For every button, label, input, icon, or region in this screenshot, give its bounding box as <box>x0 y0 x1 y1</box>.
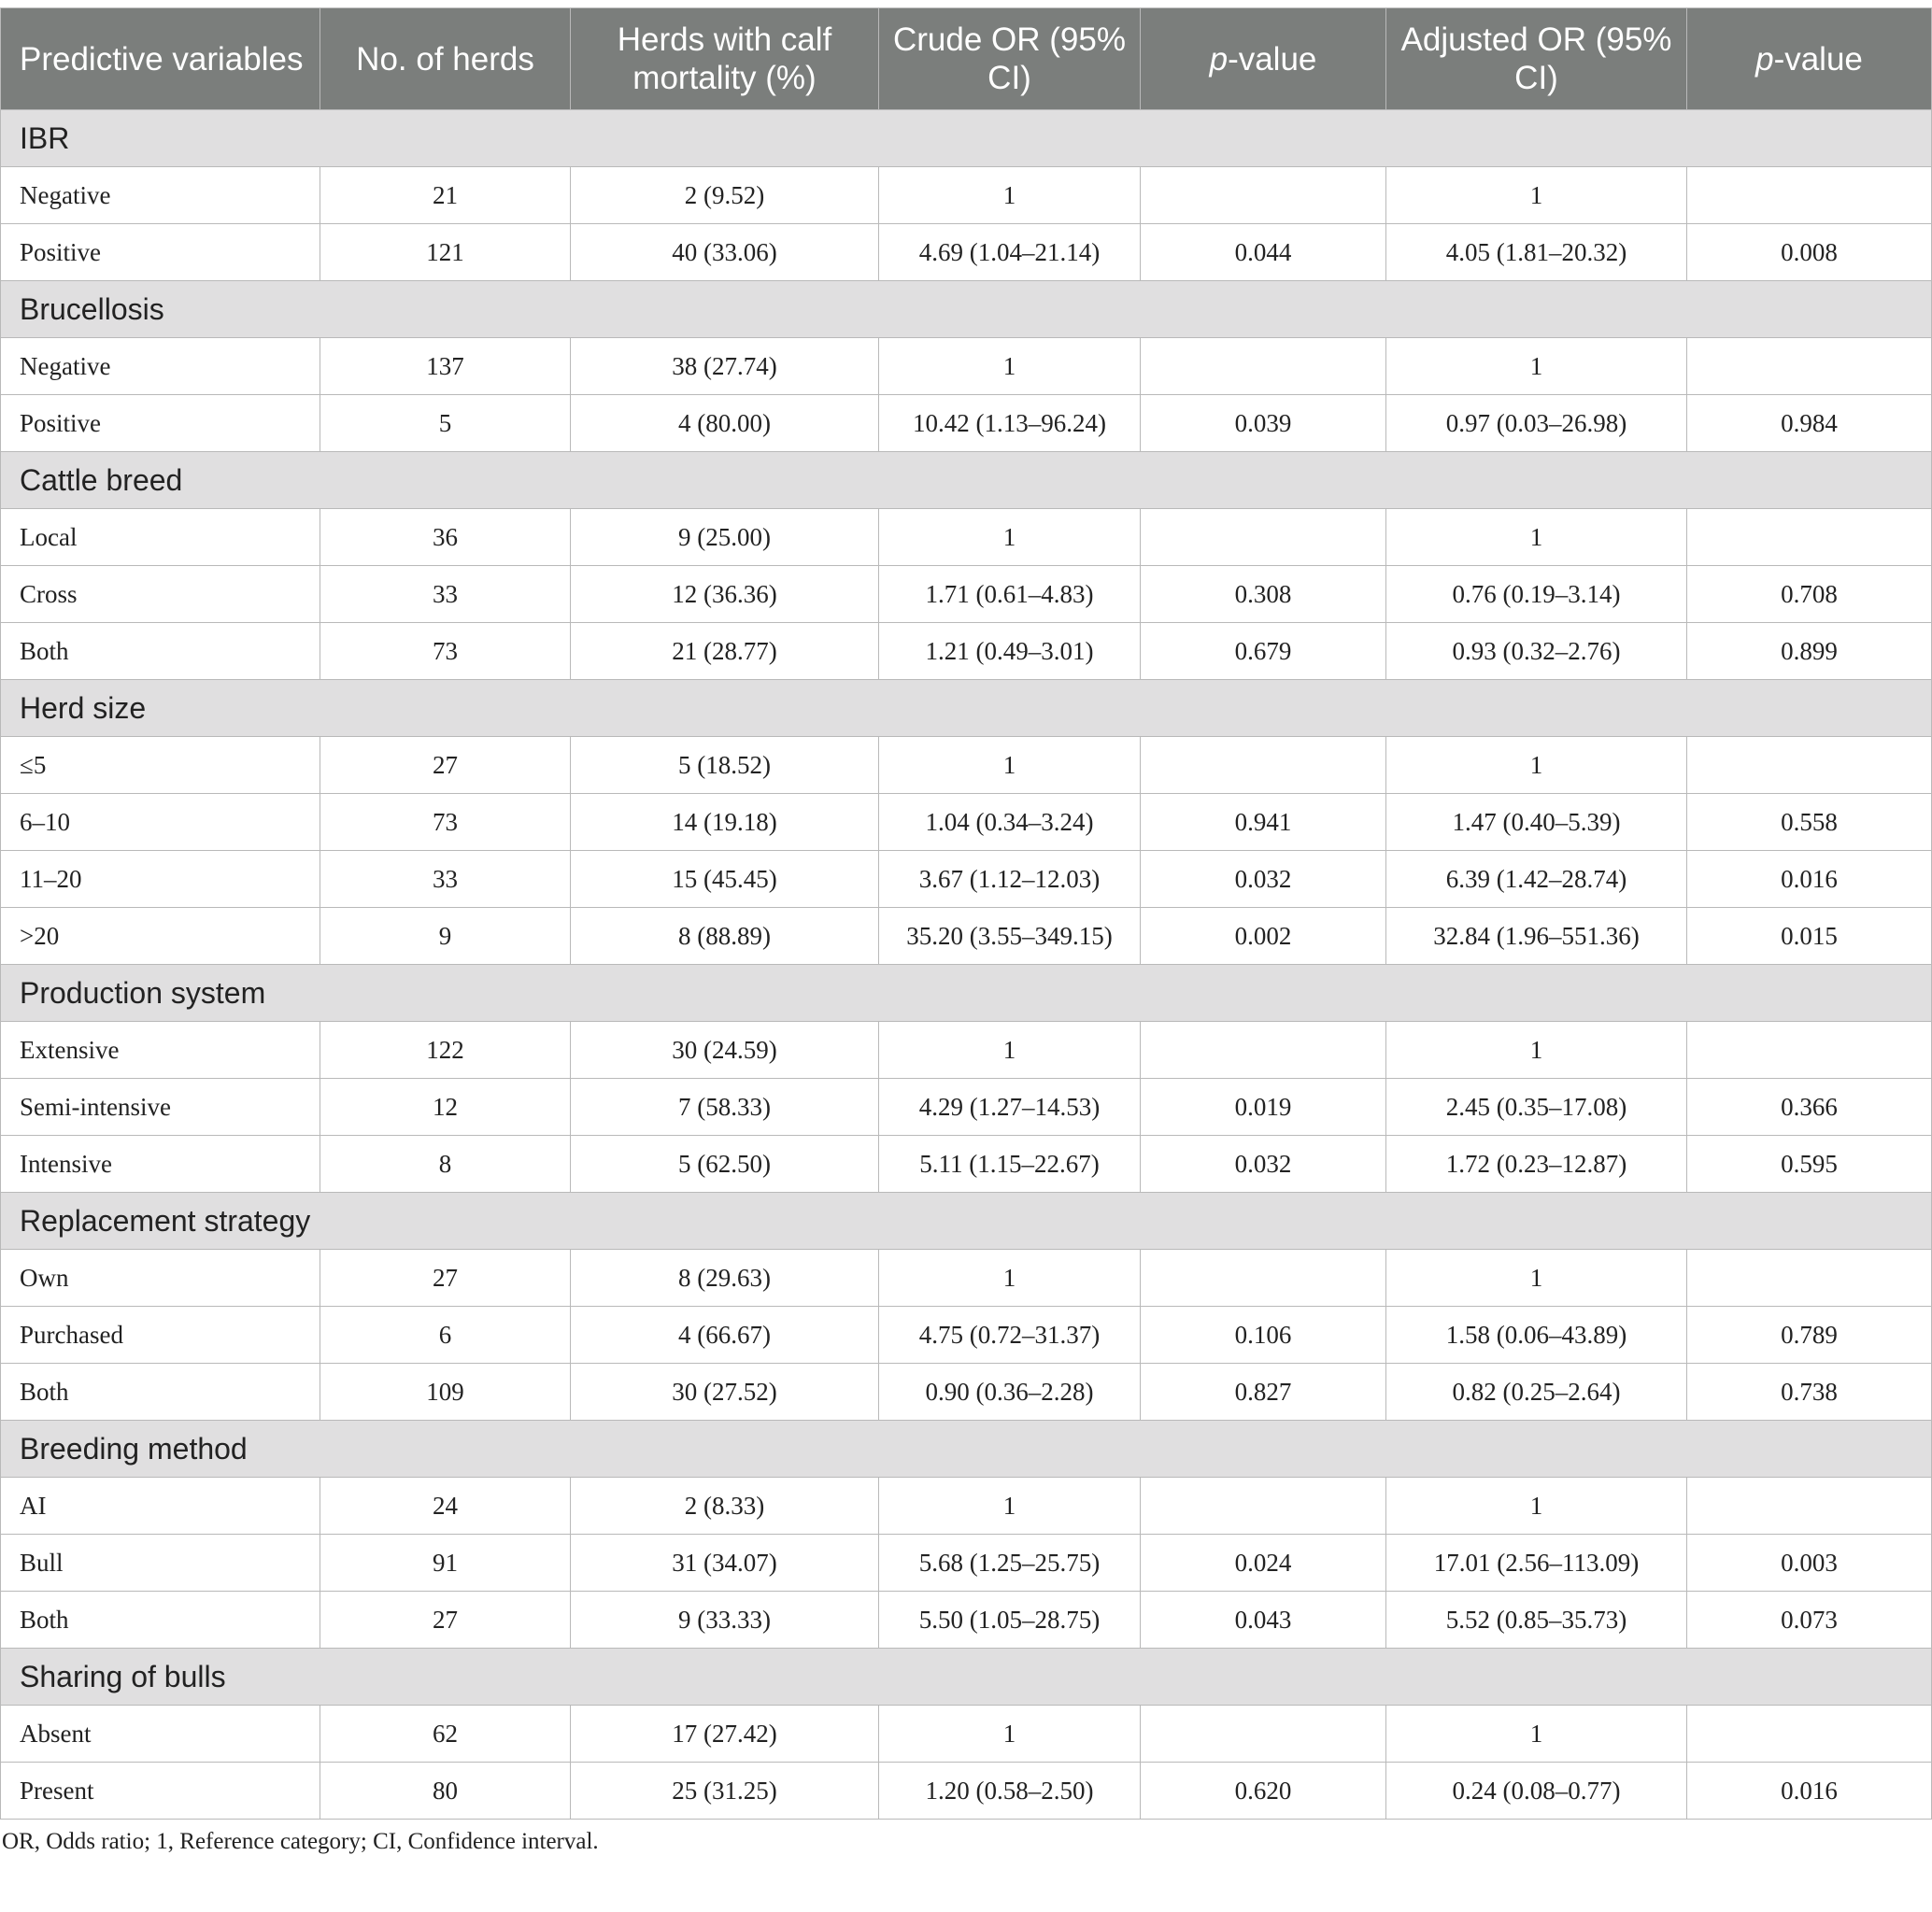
table-cell: 12 (36.36) <box>571 566 879 623</box>
table-cell <box>1141 338 1386 395</box>
table-cell: 21 <box>320 167 571 224</box>
group-title: IBR <box>1 110 1932 167</box>
header-text: -value <box>1773 40 1863 78</box>
row-label: Negative <box>1 338 320 395</box>
table-cell: 0.016 <box>1687 1763 1932 1820</box>
group-title: Replacement strategy <box>1 1193 1932 1250</box>
group-header-row <box>1 281 1932 338</box>
table-cell: 7 (58.33) <box>571 1079 879 1136</box>
table-row <box>1 338 1932 395</box>
table-row <box>1 737 1932 794</box>
table-cell: 109 <box>320 1364 571 1421</box>
table-cell <box>1141 1022 1386 1079</box>
table-cell: 0.827 <box>1141 1364 1386 1421</box>
group-header-row <box>1 452 1932 509</box>
table-cell <box>1141 737 1386 794</box>
table-cell: 27 <box>320 1250 571 1307</box>
table-cell: 0.002 <box>1141 908 1386 965</box>
table-cell: 0.97 (0.03–26.98) <box>1386 395 1687 452</box>
table-cell: 1.21 (0.49–3.01) <box>879 623 1141 680</box>
table-cell: 0.708 <box>1687 566 1932 623</box>
table-cell: 0.106 <box>1141 1307 1386 1364</box>
table-cell: 2.45 (0.35–17.08) <box>1386 1079 1687 1136</box>
table-cell: 62 <box>320 1706 571 1763</box>
table-cell: 31 (34.07) <box>571 1535 879 1592</box>
table-cell: 0.024 <box>1141 1535 1386 1592</box>
table-cell: 1 <box>1386 167 1687 224</box>
table-cell: 0.899 <box>1687 623 1932 680</box>
header-text: Crude OR (95% CI) <box>893 21 1126 96</box>
table-cell: 1.72 (0.23–12.87) <box>1386 1136 1687 1193</box>
table-cell <box>1141 1706 1386 1763</box>
table-cell: 0.76 (0.19–3.14) <box>1386 566 1687 623</box>
row-label: Absent <box>1 1706 320 1763</box>
table-cell: 1 <box>879 737 1141 794</box>
table-cell: 14 (19.18) <box>571 794 879 851</box>
row-label: Both <box>1 1364 320 1421</box>
row-label: Bull <box>1 1535 320 1592</box>
row-label: >20 <box>1 908 320 965</box>
table-cell: 4.29 (1.27–14.53) <box>879 1079 1141 1136</box>
table-cell: 0.043 <box>1141 1592 1386 1649</box>
column-header <box>571 8 879 110</box>
table-row <box>1 623 1932 680</box>
table-cell: 0.019 <box>1141 1079 1386 1136</box>
column-header <box>320 8 571 110</box>
row-label: Own <box>1 1250 320 1307</box>
table-cell: 1 <box>879 167 1141 224</box>
column-header <box>1386 8 1687 110</box>
table-cell: 1 <box>1386 1250 1687 1307</box>
table-row <box>1 1478 1932 1535</box>
table-cell: 15 (45.45) <box>571 851 879 908</box>
table-cell: 10.42 (1.13–96.24) <box>879 395 1141 452</box>
table-cell: 1 <box>1386 509 1687 566</box>
column-header <box>1141 8 1386 110</box>
header-text: Predictive variables <box>20 40 304 78</box>
table-cell: 0.738 <box>1687 1364 1932 1421</box>
row-label: Positive <box>1 395 320 452</box>
row-label: 11–20 <box>1 851 320 908</box>
table-cell: 6.39 (1.42–28.74) <box>1386 851 1687 908</box>
table-cell: 27 <box>320 1592 571 1649</box>
table-cell <box>1141 509 1386 566</box>
table-cell: 0.016 <box>1687 851 1932 908</box>
table-row <box>1 1535 1932 1592</box>
table-cell: 91 <box>320 1535 571 1592</box>
table-cell: 1 <box>1386 1022 1687 1079</box>
table-cell: 0.82 (0.25–2.64) <box>1386 1364 1687 1421</box>
table-cell: 0.595 <box>1687 1136 1932 1193</box>
table-cell: 32.84 (1.96–551.36) <box>1386 908 1687 965</box>
table-cell: 0.032 <box>1141 1136 1386 1193</box>
table-cell: 0.308 <box>1141 566 1386 623</box>
group-header-row <box>1 680 1932 737</box>
table-cell: 12 <box>320 1079 571 1136</box>
table-cell: 0.620 <box>1141 1763 1386 1820</box>
table-cell: 73 <box>320 623 571 680</box>
table-cell: 1 <box>1386 338 1687 395</box>
table-cell: 1 <box>879 1706 1141 1763</box>
group-header-row <box>1 110 1932 167</box>
table-row <box>1 794 1932 851</box>
table-cell: 0.789 <box>1687 1307 1932 1364</box>
group-header-row <box>1 1421 1932 1478</box>
table-cell: 38 (27.74) <box>571 338 879 395</box>
table-row <box>1 851 1932 908</box>
table-cell: 33 <box>320 566 571 623</box>
table-cell: 2 (9.52) <box>571 167 879 224</box>
table-cell: 0.93 (0.32–2.76) <box>1386 623 1687 680</box>
table-row <box>1 1592 1932 1649</box>
table-cell: 9 (25.00) <box>571 509 879 566</box>
table-cell <box>1141 1250 1386 1307</box>
table-cell <box>1687 737 1932 794</box>
table-row <box>1 509 1932 566</box>
table-row <box>1 1022 1932 1079</box>
table-cell: 73 <box>320 794 571 851</box>
table-cell: 137 <box>320 338 571 395</box>
table-cell: 5.50 (1.05–28.75) <box>879 1592 1141 1649</box>
table-row <box>1 1763 1932 1820</box>
table-cell: 5 (18.52) <box>571 737 879 794</box>
group-header-row <box>1 1193 1932 1250</box>
row-label: AI <box>1 1478 320 1535</box>
table-cell: 1.47 (0.40–5.39) <box>1386 794 1687 851</box>
row-label: 6–10 <box>1 794 320 851</box>
header-text: Adjusted OR (95% CI) <box>1400 21 1672 96</box>
table-row <box>1 395 1932 452</box>
table-cell: 1 <box>879 338 1141 395</box>
group-header-row <box>1 965 1932 1022</box>
table-cell <box>1141 1478 1386 1535</box>
table-cell <box>1687 1706 1932 1763</box>
group-title: Sharing of bulls <box>1 1649 1932 1706</box>
table-cell: 1.20 (0.58–2.50) <box>879 1763 1141 1820</box>
table-row <box>1 1079 1932 1136</box>
header-text: -value <box>1228 40 1317 78</box>
column-header <box>1 8 320 110</box>
table-cell: 0.941 <box>1141 794 1386 851</box>
table-cell: 9 <box>320 908 571 965</box>
table-cell: 0.679 <box>1141 623 1386 680</box>
table-cell: 0.90 (0.36–2.28) <box>879 1364 1141 1421</box>
table-cell <box>1687 1022 1932 1079</box>
table-cell: 1 <box>1386 737 1687 794</box>
table-cell: 4.05 (1.81–20.32) <box>1386 224 1687 281</box>
header-text: No. of herds <box>356 40 534 78</box>
table-cell: 0.366 <box>1687 1079 1932 1136</box>
table-row <box>1 167 1932 224</box>
table-cell: 2 (8.33) <box>571 1478 879 1535</box>
row-label: Both <box>1 1592 320 1649</box>
table-cell: 25 (31.25) <box>571 1763 879 1820</box>
table-cell: 5 (62.50) <box>571 1136 879 1193</box>
header-italic-text: p <box>1755 40 1774 78</box>
table-cell: 0.008 <box>1687 224 1932 281</box>
group-title: Herd size <box>1 680 1932 737</box>
row-label: ≤5 <box>1 737 320 794</box>
table-cell: 4 (80.00) <box>571 395 879 452</box>
table-cell: 0.015 <box>1687 908 1932 965</box>
table-cell: 5.11 (1.15–22.67) <box>879 1136 1141 1193</box>
table-cell <box>1687 509 1932 566</box>
row-label: Intensive <box>1 1136 320 1193</box>
table-cell: 8 (88.89) <box>571 908 879 965</box>
table-cell: 33 <box>320 851 571 908</box>
table-row <box>1 1706 1932 1763</box>
table-row <box>1 1307 1932 1364</box>
table-cell: 0.003 <box>1687 1535 1932 1592</box>
table-cell: 17.01 (2.56–113.09) <box>1386 1535 1687 1592</box>
table-cell: 21 (28.77) <box>571 623 879 680</box>
group-title: Cattle breed <box>1 452 1932 509</box>
table-cell: 27 <box>320 737 571 794</box>
table-cell <box>1687 338 1932 395</box>
table-cell: 1.71 (0.61–4.83) <box>879 566 1141 623</box>
table-cell: 8 <box>320 1136 571 1193</box>
row-label: Positive <box>1 224 320 281</box>
table-cell: 0.984 <box>1687 395 1932 452</box>
table-cell: 1.58 (0.06–43.89) <box>1386 1307 1687 1364</box>
column-header <box>879 8 1141 110</box>
table-cell: 30 (24.59) <box>571 1022 879 1079</box>
table-cell: 9 (33.33) <box>571 1592 879 1649</box>
table-cell: 122 <box>320 1022 571 1079</box>
table-cell: 4.69 (1.04–21.14) <box>879 224 1141 281</box>
row-label: Purchased <box>1 1307 320 1364</box>
table-header <box>1 8 1932 110</box>
table-cell: 121 <box>320 224 571 281</box>
table-cell: 35.20 (3.55–349.15) <box>879 908 1141 965</box>
table-body <box>1 110 1932 1820</box>
row-label: Present <box>1 1763 320 1820</box>
table-cell: 24 <box>320 1478 571 1535</box>
group-header-row <box>1 1649 1932 1706</box>
row-label: Both <box>1 623 320 680</box>
table-cell: 0.044 <box>1141 224 1386 281</box>
table-row <box>1 224 1932 281</box>
row-label: Local <box>1 509 320 566</box>
table-cell: 8 (29.63) <box>571 1250 879 1307</box>
table-row <box>1 1364 1932 1421</box>
header-italic-text: p <box>1209 40 1229 78</box>
table-row <box>1 908 1932 965</box>
table-cell <box>1687 1478 1932 1535</box>
table-footnote: OR, Odds ratio; 1, Reference category; CI, Confidence interval. <box>2 1829 599 1854</box>
table-cell <box>1687 1250 1932 1307</box>
table-cell: 1 <box>879 1250 1141 1307</box>
group-title: Production system <box>1 965 1932 1022</box>
table-cell: 1 <box>1386 1706 1687 1763</box>
table-cell: 80 <box>320 1763 571 1820</box>
table-cell: 4.75 (0.72–31.37) <box>879 1307 1141 1364</box>
table-cell: 1 <box>1386 1478 1687 1535</box>
table-cell: 0.039 <box>1141 395 1386 452</box>
table-cell: 0.24 (0.08–0.77) <box>1386 1763 1687 1820</box>
table-row <box>1 1136 1932 1193</box>
table-cell: 17 (27.42) <box>571 1706 879 1763</box>
table-cell: 3.67 (1.12–12.03) <box>879 851 1141 908</box>
table-cell: 4 (66.67) <box>571 1307 879 1364</box>
table-cell: 5.68 (1.25–25.75) <box>879 1535 1141 1592</box>
table-cell: 1.04 (0.34–3.24) <box>879 794 1141 851</box>
table-cell: 36 <box>320 509 571 566</box>
table-row <box>1 566 1932 623</box>
results-table-container <box>0 7 1932 1855</box>
table-cell <box>1141 167 1386 224</box>
row-label: Negative <box>1 167 320 224</box>
odds-ratio-table <box>0 7 1932 1820</box>
table-row <box>1 1250 1932 1307</box>
row-label: Extensive <box>1 1022 320 1079</box>
table-cell: 6 <box>320 1307 571 1364</box>
table-cell: 30 (27.52) <box>571 1364 879 1421</box>
row-label: Semi-intensive <box>1 1079 320 1136</box>
table-cell <box>1687 167 1932 224</box>
table-cell: 1 <box>879 509 1141 566</box>
header-text: Herds with calf mortality (%) <box>617 21 832 96</box>
group-title: Breeding method <box>1 1421 1932 1478</box>
column-header <box>1687 8 1932 110</box>
table-cell: 40 (33.06) <box>571 224 879 281</box>
table-cell: 1 <box>879 1478 1141 1535</box>
table-cell: 5 <box>320 395 571 452</box>
table-cell: 5.52 (0.85–35.73) <box>1386 1592 1687 1649</box>
header-row <box>1 8 1932 110</box>
table-cell: 1 <box>879 1022 1141 1079</box>
table-cell: 0.032 <box>1141 851 1386 908</box>
table-cell: 0.073 <box>1687 1592 1932 1649</box>
table-cell: 0.558 <box>1687 794 1932 851</box>
group-title: Brucellosis <box>1 281 1932 338</box>
row-label: Cross <box>1 566 320 623</box>
